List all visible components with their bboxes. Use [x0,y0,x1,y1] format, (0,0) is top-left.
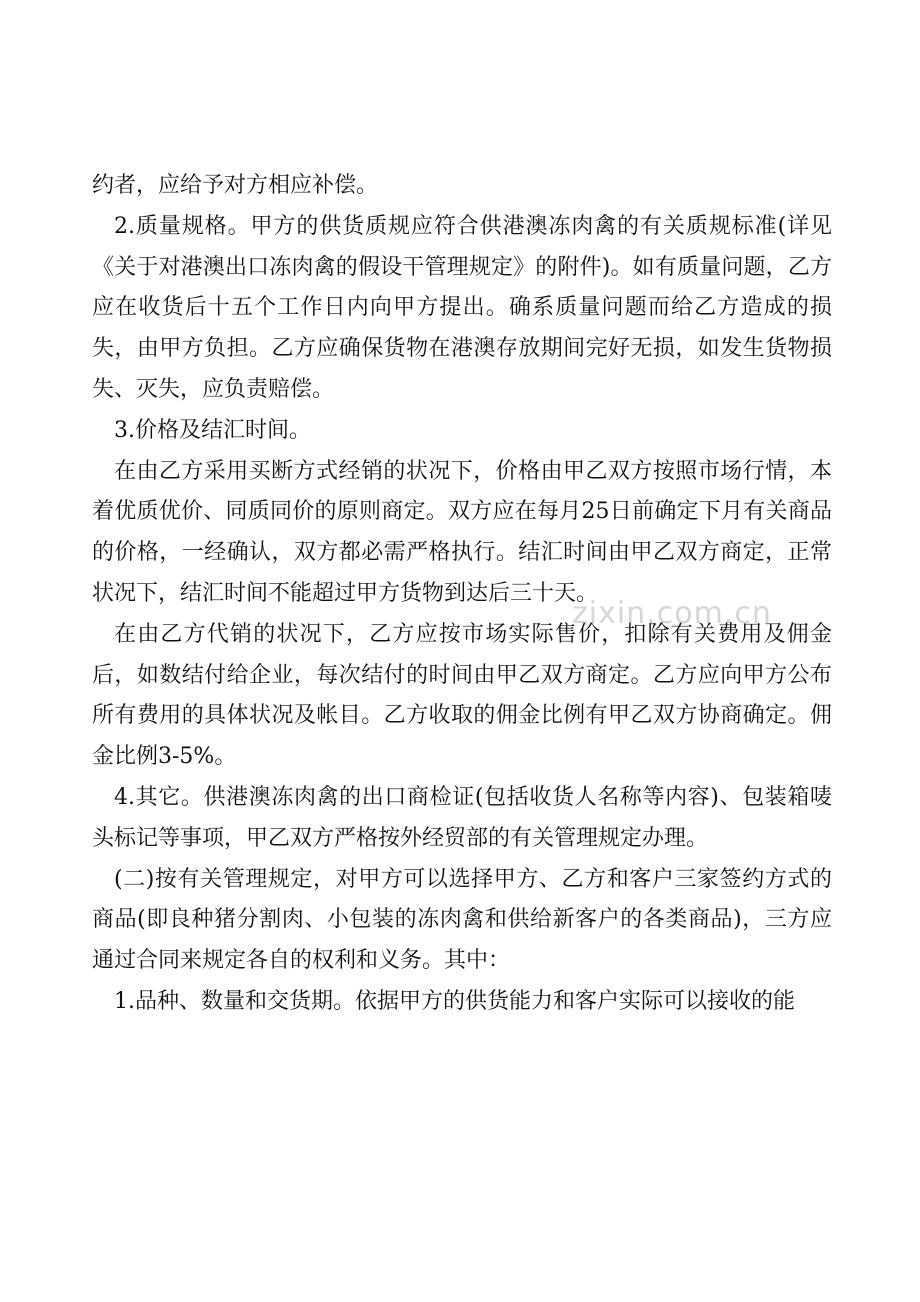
paragraph-compensation: 约者，应给予对方相应补偿。 [92,173,379,198]
paragraph-buyout-pricing: 在由乙方采用买断方式经销的状况下，价格由甲乙双方按照市场行情，本着优质优价、同质同价的原则商定。双方应在每月25日前确定下月有关商品的价格，一经确认，双方都必需严格执行。结汇时间由甲乙双方商定，正常状况下，结汇时间不能超过甲方货物到达后三十天。 [92,458,832,606]
paragraph-other: 4.其它。供港澳冻肉禽的出口商检证(包括收货人名称等内容)、包装箱唛头标记等事项，甲乙双方严格按外经贸部的有关管理规定办理。 [92,784,832,851]
paragraph-three-party: (二)按有关管理规定，对甲方可以选择甲方、乙方和客户三家签约方式的商品(即良种猪分割肉、小包装的冻肉禽和供给新客户的各类商品)，三方应通过合同来规定各自的权利和义务。其中： [92,866,832,974]
paragraph-variety-quantity: 1.品种、数量和交货期。依据甲方的供货能力和客户实际可以接收的能 [114,988,795,1014]
paragraph-quality-spec: 2.质量规格。甲方的供货质规应符合供港澳冻肉禽的有关质规标准(详见《关于对港澳出口冻肉禽的假设干管理规定》的附件)。如有质量问题，乙方应在收货后十五个工作日内向甲方提出。确系质量问题而给乙方造成的损失，由甲方负担。乙方应确保货物在港澳存放期间完好无损，如发生货物损失、灭失，应负责赔偿。 [92,213,832,402]
watermark: zixin.com.cn [572,596,772,631]
document-body [92,166,832,1023]
paragraph-price-heading: 3.价格及结汇时间。 [114,417,311,443]
paragraph-consignment: 在由乙方代销的状况下，乙方应按市场实际售价，扣除有关费用及佣金后，如数结付给企业，每次结付的时间由甲乙双方商定。乙方应向甲方公布所有费用的具体状况及帐目。乙方收取的佣金比例有甲乙双方协商确定。佣金比例3-5%。 [92,621,832,770]
